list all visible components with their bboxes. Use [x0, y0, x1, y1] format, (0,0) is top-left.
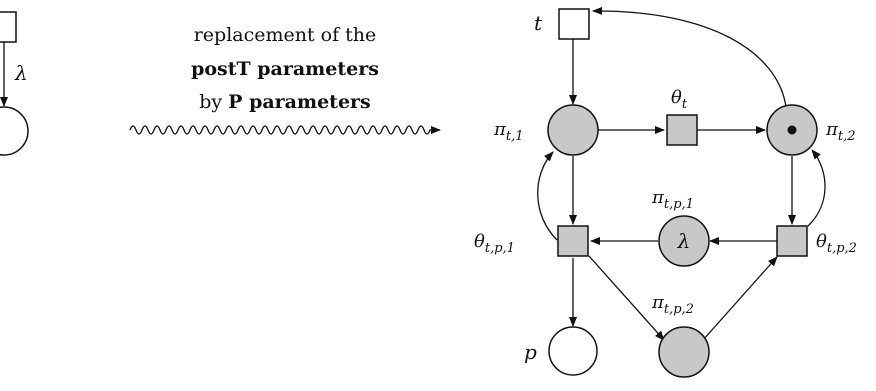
label-theta-tp1 — [474, 231, 515, 256]
left-transition — [0, 12, 16, 42]
arc-theta-tp1-to-pi-t1 — [538, 152, 557, 240]
label-theta-tp2-main: θ — [816, 231, 827, 252]
place-p — [549, 327, 597, 375]
label-pi-t2-main: π — [826, 119, 838, 140]
arc-pi-tp2-to-theta-tp2 — [703, 257, 777, 340]
caption-line-1: replacement of the — [193, 24, 377, 46]
label-pi-t2 — [825, 119, 855, 144]
left-place — [0, 107, 28, 155]
arc-theta-tp2-to-pi-t2 — [808, 150, 825, 226]
arc-pi-t2-to-t — [593, 11, 786, 107]
label-theta-tp1-main: θ — [474, 231, 485, 252]
place-pi-t1 — [548, 105, 598, 155]
label-theta-tp1-sub: t,p,1 — [484, 241, 515, 256]
label-pi-tp2 — [651, 292, 694, 317]
label-theta-t-sub: t — [681, 97, 688, 112]
token-dot — [788, 126, 797, 135]
transition-theta-t — [667, 115, 697, 145]
left-arc-label: λ — [15, 61, 28, 85]
label-pi-t1-main: π — [494, 119, 506, 140]
transition-theta-tp1 — [558, 226, 588, 256]
label-t: t — [534, 11, 543, 35]
label-pi-t1 — [493, 119, 523, 144]
caption-line-3-bold: P parameters — [228, 91, 371, 113]
caption-line-3 — [199, 91, 371, 113]
label-theta-t-main: θ — [671, 87, 682, 108]
label-theta-tp2-sub: t,p,2 — [826, 241, 857, 256]
label-pi-tp2-sub: t,p,2 — [663, 302, 694, 317]
label-theta-t — [671, 87, 688, 112]
label-p: p — [524, 340, 537, 364]
token-lambda: λ — [677, 229, 691, 253]
label-pi-t1-sub: t,1 — [505, 129, 524, 144]
label-theta-tp2 — [816, 231, 857, 256]
caption-line-3-prefix: by — [199, 91, 229, 113]
label-pi-tp1-main: π — [652, 187, 664, 208]
label-pi-t2-sub: t,2 — [837, 129, 856, 144]
label-pi-tp1-sub: t,p,1 — [663, 197, 694, 212]
label-pi-tp2-main: π — [652, 292, 664, 313]
transition-theta-tp2 — [777, 226, 807, 256]
caption-line-2: postT parameters — [191, 58, 379, 80]
place-pi-tp2 — [659, 327, 709, 377]
transition-t — [559, 9, 589, 39]
wavy-arrow — [130, 126, 440, 134]
label-pi-tp1 — [651, 187, 694, 212]
